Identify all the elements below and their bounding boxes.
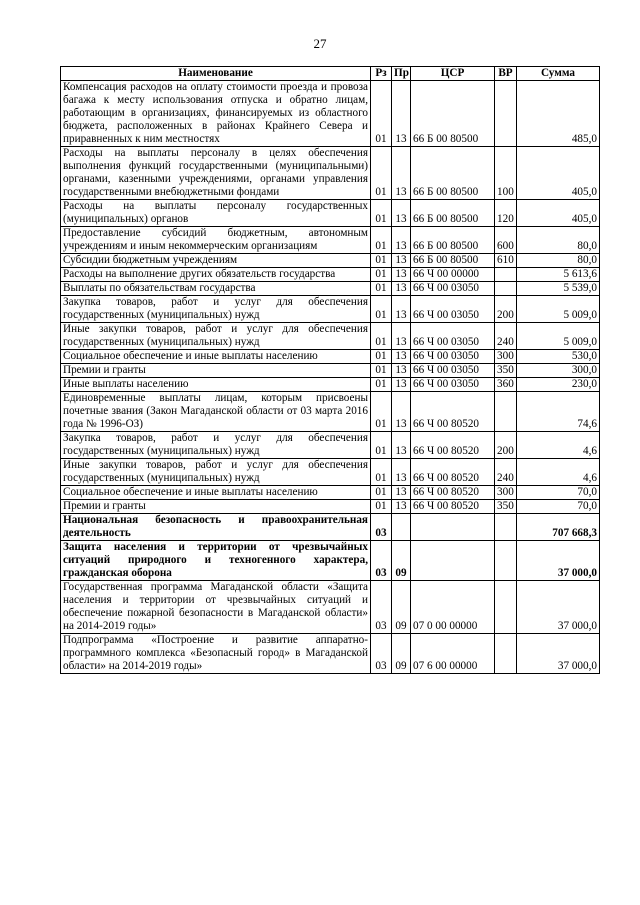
row-csr: 66 Ч 00 00000 bbox=[411, 268, 495, 282]
row-pr: 13 bbox=[392, 350, 411, 364]
row-pr: 13 bbox=[392, 432, 411, 459]
row-name: Расходы на выплаты персоналу государственных (муниципальных) органов bbox=[61, 200, 371, 227]
table-row bbox=[61, 378, 600, 392]
table-row bbox=[61, 392, 600, 432]
row-name: Расходы на выполнение других обязательств государства bbox=[61, 268, 371, 282]
row-csr: 66 Ч 00 80520 bbox=[411, 392, 495, 432]
row-csr: 66 Ч 00 03050 bbox=[411, 282, 495, 296]
row-pr: 13 bbox=[392, 500, 411, 514]
row-rz: 01 bbox=[371, 500, 392, 514]
row-pr: 13 bbox=[392, 296, 411, 323]
row-sum: 4,6 bbox=[517, 459, 600, 486]
row-csr: 66 Ч 00 03050 bbox=[411, 378, 495, 392]
row-vr bbox=[495, 634, 517, 674]
row-csr: 66 Ч 00 03050 bbox=[411, 364, 495, 378]
row-pr: 13 bbox=[392, 323, 411, 350]
row-vr: 350 bbox=[495, 500, 517, 514]
budget-table bbox=[60, 66, 600, 674]
row-csr: 66 Б 00 80500 bbox=[411, 227, 495, 254]
row-vr bbox=[495, 392, 517, 432]
row-csr bbox=[411, 541, 495, 581]
table-row bbox=[61, 514, 600, 541]
row-sum: 70,0 bbox=[517, 486, 600, 500]
table-row bbox=[61, 486, 600, 500]
row-rz: 01 bbox=[371, 432, 392, 459]
row-rz: 01 bbox=[371, 200, 392, 227]
row-vr bbox=[495, 581, 517, 634]
table-body bbox=[61, 81, 600, 674]
row-csr: 66 Б 00 80500 bbox=[411, 147, 495, 200]
row-pr: 13 bbox=[392, 392, 411, 432]
row-csr: 66 Ч 00 80520 bbox=[411, 500, 495, 514]
row-csr: 66 Ч 00 03050 bbox=[411, 296, 495, 323]
row-csr bbox=[411, 514, 495, 541]
row-csr: 66 Ч 00 03050 bbox=[411, 323, 495, 350]
row-csr: 66 Ч 00 80520 bbox=[411, 432, 495, 459]
row-vr bbox=[495, 541, 517, 581]
row-vr bbox=[495, 268, 517, 282]
row-name: Закупка товаров, работ и услуг для обеспечения государственных (муниципальных) нужд bbox=[61, 296, 371, 323]
row-vr: 610 bbox=[495, 254, 517, 268]
row-rz: 01 bbox=[371, 282, 392, 296]
row-name: Расходы на выплаты персоналу в целях обеспечения выполнения функций государственными (муниципальными) органами, казенными учреждениями, органами управления государственными внебюджетными фондами bbox=[61, 147, 371, 200]
row-rz: 01 bbox=[371, 350, 392, 364]
row-vr: 350 bbox=[495, 364, 517, 378]
row-pr: 13 bbox=[392, 81, 411, 147]
row-rz: 01 bbox=[371, 392, 392, 432]
table-row bbox=[61, 350, 600, 364]
row-sum: 230,0 bbox=[517, 378, 600, 392]
row-name: Премии и гранты bbox=[61, 364, 371, 378]
row-name: Иные выплаты населению bbox=[61, 378, 371, 392]
row-name: Защита населения и территории от чрезвычайных ситуаций природного и техногенного характера, гражданская оборона bbox=[61, 541, 371, 581]
row-name: Единовременные выплаты лицам, которым присвоены почетные звания (Закон Магаданской области от 03 марта 2016 года № 1996-ОЗ) bbox=[61, 392, 371, 432]
row-name: Иные закупки товаров, работ и услуг для обеспечения государственных (муниципальных) нужд bbox=[61, 459, 371, 486]
row-csr: 66 Б 00 80500 bbox=[411, 81, 495, 147]
row-csr: 66 Б 00 80500 bbox=[411, 200, 495, 227]
row-name: Предоставление субсидий бюджетным, автономным учреждениям и иным некоммерческим организациям bbox=[61, 227, 371, 254]
row-sum: 405,0 bbox=[517, 147, 600, 200]
table-row bbox=[61, 227, 600, 254]
row-name: Субсидии бюджетным учреждениям bbox=[61, 254, 371, 268]
row-rz: 03 bbox=[371, 634, 392, 674]
row-rz: 01 bbox=[371, 254, 392, 268]
table-row bbox=[61, 500, 600, 514]
row-rz: 03 bbox=[371, 581, 392, 634]
row-name: Социальное обеспечение и иные выплаты населению bbox=[61, 350, 371, 364]
row-vr: 600 bbox=[495, 227, 517, 254]
table-row bbox=[61, 459, 600, 486]
row-sum: 5 009,0 bbox=[517, 296, 600, 323]
row-sum: 80,0 bbox=[517, 227, 600, 254]
table-row bbox=[61, 323, 600, 350]
page-number: 27 bbox=[313, 36, 327, 51]
row-csr: 07 6 00 00000 bbox=[411, 634, 495, 674]
row-vr: 360 bbox=[495, 378, 517, 392]
row-pr: 13 bbox=[392, 268, 411, 282]
row-rz: 03 bbox=[371, 541, 392, 581]
row-pr: 09 bbox=[392, 581, 411, 634]
row-sum: 80,0 bbox=[517, 254, 600, 268]
header-rz: Рз bbox=[371, 67, 392, 81]
row-rz: 01 bbox=[371, 147, 392, 200]
row-vr: 200 bbox=[495, 432, 517, 459]
row-name: Национальная безопасность и правоохранительная деятельность bbox=[61, 514, 371, 541]
table-row bbox=[61, 634, 600, 674]
row-sum: 70,0 bbox=[517, 500, 600, 514]
row-rz: 01 bbox=[371, 227, 392, 254]
row-csr: 66 Б 00 80500 bbox=[411, 254, 495, 268]
header-pr: Пр bbox=[392, 67, 411, 81]
row-pr: 13 bbox=[392, 200, 411, 227]
row-sum: 405,0 bbox=[517, 200, 600, 227]
row-vr: 200 bbox=[495, 296, 517, 323]
row-sum: 485,0 bbox=[517, 81, 600, 147]
row-rz: 03 bbox=[371, 514, 392, 541]
row-rz: 01 bbox=[371, 296, 392, 323]
row-pr: 13 bbox=[392, 486, 411, 500]
table-row bbox=[61, 581, 600, 634]
row-name: Подпрограмма «Построение и развитие аппаратно-программного комплекса «Безопасный город» в Магаданской области» на 2014-2019 годы» bbox=[61, 634, 371, 674]
row-pr: 13 bbox=[392, 227, 411, 254]
row-sum: 5 539,0 bbox=[517, 282, 600, 296]
row-vr: 300 bbox=[495, 486, 517, 500]
row-vr: 120 bbox=[495, 200, 517, 227]
row-pr: 09 bbox=[392, 541, 411, 581]
header-csr: ЦСР bbox=[411, 67, 495, 81]
header-name: Наименование bbox=[61, 67, 371, 81]
row-pr: 13 bbox=[392, 254, 411, 268]
row-vr bbox=[495, 81, 517, 147]
row-rz: 01 bbox=[371, 486, 392, 500]
row-vr: 300 bbox=[495, 350, 517, 364]
row-csr: 66 Ч 00 80520 bbox=[411, 486, 495, 500]
row-sum: 37 000,0 bbox=[517, 634, 600, 674]
row-name: Премии и гранты bbox=[61, 500, 371, 514]
row-pr: 13 bbox=[392, 364, 411, 378]
row-csr: 66 Ч 00 03050 bbox=[411, 350, 495, 364]
table-row bbox=[61, 200, 600, 227]
row-name: Государственная программа Магаданской области «Защита населения и территории от чрезвычайных ситуаций и обеспечение пожарной безопасности в Магаданской области» на 2014-2019 годы» bbox=[61, 581, 371, 634]
header-vr: ВР bbox=[495, 67, 517, 81]
row-pr: 13 bbox=[392, 282, 411, 296]
row-pr: 13 bbox=[392, 378, 411, 392]
row-csr: 66 Ч 00 80520 bbox=[411, 459, 495, 486]
row-rz: 01 bbox=[371, 364, 392, 378]
row-vr: 240 bbox=[495, 459, 517, 486]
row-pr: 09 bbox=[392, 634, 411, 674]
table-row bbox=[61, 254, 600, 268]
table-header-row bbox=[61, 67, 600, 81]
row-rz: 01 bbox=[371, 459, 392, 486]
row-rz: 01 bbox=[371, 268, 392, 282]
row-vr bbox=[495, 282, 517, 296]
row-pr: 13 bbox=[392, 459, 411, 486]
row-rz: 01 bbox=[371, 378, 392, 392]
row-pr: 13 bbox=[392, 147, 411, 200]
row-name: Выплаты по обязательствам государства bbox=[61, 282, 371, 296]
table-row bbox=[61, 147, 600, 200]
row-vr: 100 bbox=[495, 147, 517, 200]
row-name: Иные закупки товаров, работ и услуг для обеспечения государственных (муниципальных) нужд bbox=[61, 323, 371, 350]
row-sum: 300,0 bbox=[517, 364, 600, 378]
table-row bbox=[61, 282, 600, 296]
row-sum: 4,6 bbox=[517, 432, 600, 459]
row-sum: 37 000,0 bbox=[517, 541, 600, 581]
row-sum: 5 613,6 bbox=[517, 268, 600, 282]
table-row bbox=[61, 296, 600, 323]
row-pr bbox=[392, 514, 411, 541]
row-vr bbox=[495, 514, 517, 541]
table-row bbox=[61, 268, 600, 282]
row-rz: 01 bbox=[371, 323, 392, 350]
row-rz: 01 bbox=[371, 81, 392, 147]
table-row bbox=[61, 81, 600, 147]
row-sum: 530,0 bbox=[517, 350, 600, 364]
row-csr: 07 0 00 00000 bbox=[411, 581, 495, 634]
row-sum: 37 000,0 bbox=[517, 581, 600, 634]
row-name: Закупка товаров, работ и услуг для обеспечения государственных (муниципальных) нужд bbox=[61, 432, 371, 459]
row-sum: 74,6 bbox=[517, 392, 600, 432]
row-sum: 707 668,3 bbox=[517, 514, 600, 541]
table-row bbox=[61, 541, 600, 581]
row-name: Социальное обеспечение и иные выплаты населению bbox=[61, 486, 371, 500]
table-row bbox=[61, 432, 600, 459]
table-row bbox=[61, 364, 600, 378]
row-sum: 5 009,0 bbox=[517, 323, 600, 350]
header-sum: Сумма bbox=[517, 67, 600, 81]
row-vr: 240 bbox=[495, 323, 517, 350]
row-name: Компенсация расходов на оплату стоимости проезда и провоза багажа к месту использования отпуска и обратно лицам, работающим в организациях, финансируемых из областного бюджета, расположенных в районах Крайнего Севера и приравненных к ним местностях bbox=[61, 81, 371, 147]
